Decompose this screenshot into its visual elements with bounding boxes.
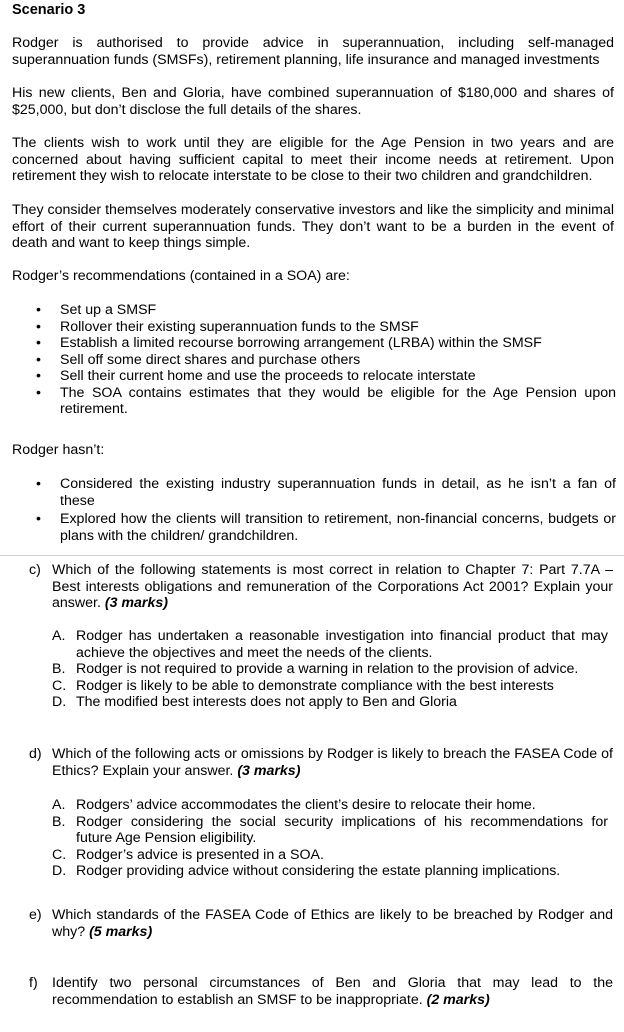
scenario-paragraph: Rodger is authorised to provide advice in superannuation, including self-managed superannuation funds (SMSFs), retirement planning, life insurance and managed investments [12,35,614,68]
question-marks: (2 marks) [426,991,490,1008]
hasnt-list [36,476,616,544]
section-divider [0,555,624,556]
question-label: c) [29,562,41,578]
question-f [29,975,613,1008]
question-label: e) [29,907,42,923]
option: B. Rodger is not required to provide a warning in relation to the provision of advice. [52,661,579,677]
question-text: Identify two personal circumstances of Ben and Gloria that may lead to the recommendation to establish an SMSF to be inappropriate. (2 marks) [52,975,613,1008]
option: D. Rodger providing advice without considering the estate planning implications. [52,863,561,879]
option: C. Rodger is likely to be able to demonstrate compliance with the best interests [52,677,554,694]
options-c [52,628,608,711]
list-item: • Sell their current home and use the proceeds to relocate interstate [36,368,616,385]
question-d [29,746,613,779]
option: A. Rodgers’ advice accommodates the client’s desire to relocate their home. [52,797,536,813]
question-text: Which of the following acts or omissions by Rodger is likely to breach the FASEA Code of Ethics? Explain your answer. (3 marks) [52,746,613,779]
list-item: • Sell off some direct shares and purchase others [36,352,616,369]
list-item: • Explored how the clients will transition to retirement, non-financial concerns, budgets or plans with the children/ grandchildren. [36,511,616,544]
option: C. Rodger’s advice is presented in a SOA. [52,846,324,863]
question-marks: (3 marks) [104,595,168,611]
recommendations-list [36,302,616,418]
question-label: f) [29,975,38,991]
question-e [29,907,613,940]
hasnt-intro: Rodger hasn’t: [12,442,105,458]
option: D. The modified best interests does not apply to Ben and Gloria [52,694,457,710]
recommendations-intro: Rodger’s recommendations (contained in a SOA) are: [12,268,350,284]
scenario-paragraph: They consider themselves moderately conservative investors and like the simplicity and minimal effort of their current superannuation funds. They don’t want to be a burden in the event of death and want to keep things simple. [12,202,614,251]
question-text: Which of the following statements is most correct in relation to Chapter 7: Part 7.7A – Best interests obligations and remuneration of the Corporations Act 2001? Explain your answer. (3 marks) [52,562,613,611]
question-marks: (5 marks) [89,923,153,940]
scenario-paragraph: His new clients, Ben and Gloria, have combined superannuation of $180,000 and shares of $25,000, but don’t disclose the full details of the shares. [12,85,614,118]
options-d [52,797,608,880]
option: B. Rodger considering the social security implications of his recommendations for future Age Pension eligibility. [52,813,608,846]
list-item: • The SOA contains estimates that they would be eligible for the Age Pension upon retirement. [36,385,616,418]
question-text: Which standards of the FASEA Code of Ethics are likely to be breached by Rodger and why? (5 marks) [52,907,613,940]
scenario-paragraph: The clients wish to work until they are eligible for the Age Pension in two years and are concerned about having sufficient capital to meet their income needs at retirement. Upon retirement they wish to relocate interstate to be close to their two children and grandchildren. [12,135,614,184]
list-item: • Set up a SMSF [36,302,616,319]
option: A. Rodger has undertaken a reasonable investigation into financial product that may achieve the objectives and meet the needs of the clients. [52,628,608,661]
question-c [29,562,613,612]
scenario-title: Scenario 3 [12,2,86,18]
question-marks: (3 marks) [237,762,301,779]
list-item: • Establish a limited recourse borrowing arrangement (LRBA) within the SMSF [36,335,616,352]
list-item: • Rollover their existing superannuation funds to the SMSF [36,319,616,336]
question-label: d) [29,746,42,762]
list-item: • Considered the existing industry superannuation funds in detail, as he isn’t a fan of these [36,476,616,509]
